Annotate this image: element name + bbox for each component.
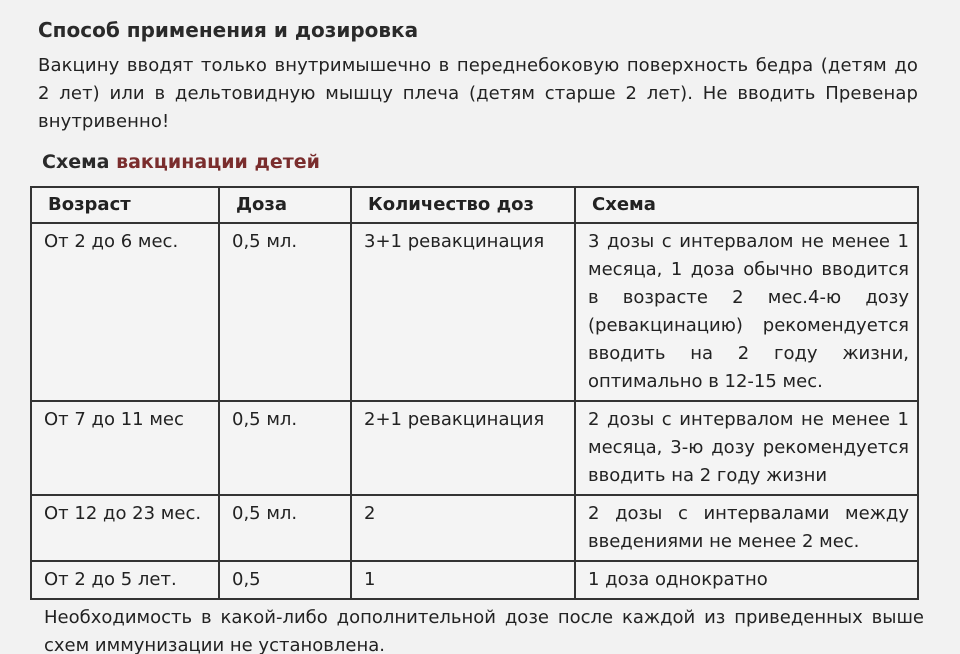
table-row — [31, 561, 918, 599]
cell-count: 1 — [351, 561, 575, 599]
cell-dose: 0,5 мл. — [219, 223, 351, 401]
header-count: Количество доз — [351, 187, 575, 223]
cell-age: От 12 до 23 мес. — [31, 495, 219, 561]
table-row — [31, 401, 918, 495]
header-dose: Доза — [219, 187, 351, 223]
header-age: Возраст — [31, 187, 219, 223]
section-title: Способ применения и дозировка — [38, 18, 419, 42]
cell-dose: 0,5 мл. — [219, 401, 351, 495]
cell-scheme: 2 дозы с интервалами между введениями не менее 2 мес. — [575, 495, 918, 561]
table-row — [31, 223, 918, 401]
cell-dose: 0,5 — [219, 561, 351, 599]
subtitle-part-2: вакцинации детей — [116, 151, 320, 173]
cell-age: От 7 до 11 мес — [31, 401, 219, 495]
header-scheme: Схема — [575, 187, 918, 223]
cell-count: 3+1 ревакцинация — [351, 223, 575, 401]
outro-paragraph: Необходимость в какой-либо дополнительной дозе после каждой из приведенных выше схем иммунизации не установлена. — [44, 607, 924, 654]
cell-age: От 2 до 6 мес. — [31, 223, 219, 401]
cell-scheme: 3 дозы с интервалом не менее 1 месяца, 1 доза обычно вводится в возрасте 2 мес.4-ю дозу (ревакцинацию) рекомендуется вводить на 2 году жизни, оптимально в 12-15 мес. — [575, 223, 918, 401]
table-row — [31, 495, 918, 561]
table-subtitle — [42, 150, 928, 174]
cell-age: От 2 до 5 лет. — [31, 561, 219, 599]
subtitle-part-1: Схема — [42, 151, 117, 173]
intro-paragraph: Вакцину вводят только внутримышечно в переднебоковую поверхность бедра (детям до 2 лет) или в дельтовидную мышцу плеча (детям старше 2 лет). Не вводить Превенар внутривенно! — [38, 55, 918, 132]
vaccination-schedule-table — [30, 186, 919, 600]
cell-scheme: 2 дозы с интервалом не менее 1 месяца, 3-ю дозу рекомендуется вводить на 2 году жизни — [575, 401, 918, 495]
cell-dose: 0,5 мл. — [219, 495, 351, 561]
cell-count: 2+1 ревакцинация — [351, 401, 575, 495]
table-header-row — [31, 187, 918, 223]
cell-count: 2 — [351, 495, 575, 561]
cell-scheme: 1 доза однократно — [575, 561, 918, 599]
